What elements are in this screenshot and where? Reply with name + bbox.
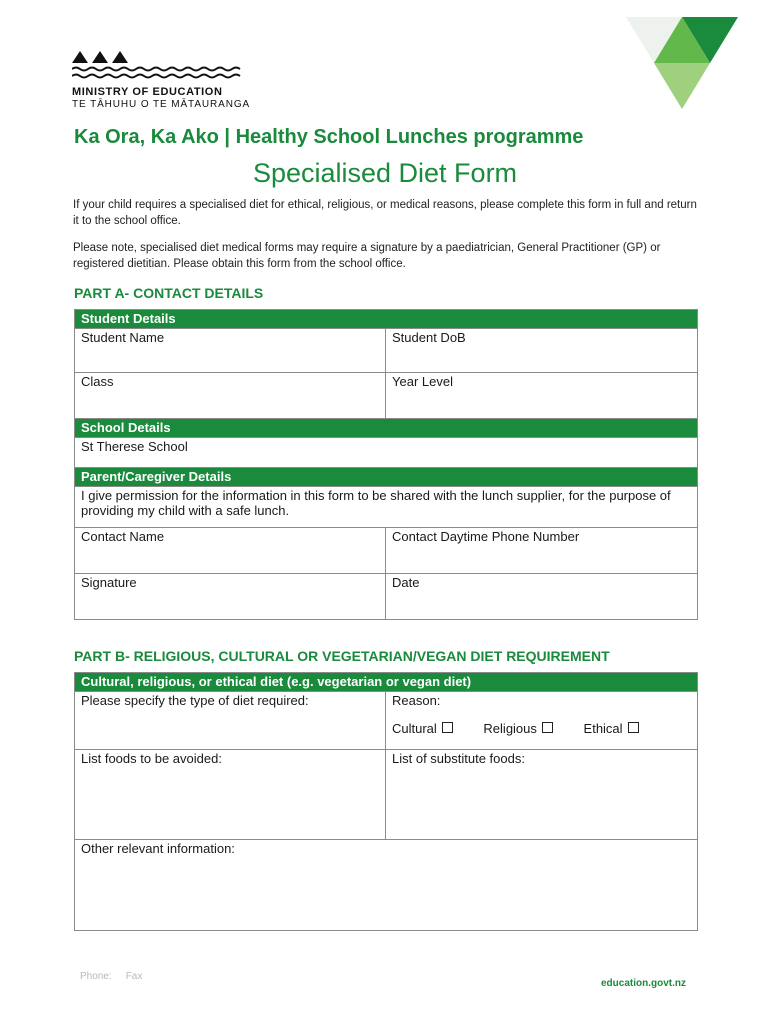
substitute-foods-field[interactable]: List of substitute foods: — [386, 750, 698, 840]
footer-website-link[interactable]: education.govt.nz — [601, 978, 686, 989]
class-field[interactable]: Class — [75, 373, 386, 419]
contact-phone-field[interactable]: Contact Daytime Phone Number — [386, 528, 698, 574]
part-b-heading: PART B- RELIGIOUS, CULTURAL OR VEGETARIAN/VEGAN DIET REQUIREMENT — [74, 648, 610, 664]
reason-label: Reason: — [392, 693, 441, 708]
footer-fax-label: Fax — [125, 971, 143, 982]
cultural-option[interactable] — [392, 721, 453, 736]
footer-phone-label: Phone: — [80, 971, 112, 982]
parent-caregiver-header: Parent/Caregiver Details — [75, 468, 698, 487]
cultural-checkbox[interactable] — [442, 722, 453, 733]
ministry-logo — [72, 48, 252, 110]
religious-label: Religious — [483, 721, 537, 736]
diet-requirement-table — [74, 672, 698, 931]
footer-contact — [80, 971, 156, 982]
logo-text-english: MINISTRY OF EDUCATION — [72, 86, 223, 98]
contact-details-table — [74, 309, 698, 620]
date-field[interactable]: Date — [386, 574, 698, 620]
intro-paragraph: If your child requires a specialised diet for ethical, religious, or medical reasons, please complete this form in full and return it to the school office. — [73, 199, 697, 227]
note-paragraph: Please note, specialised diet medical forms may require a signature by a paediatrician, General Practitioner (GP) or registered dietitian. Please obtain this form from the school office. — [73, 242, 661, 270]
school-name-field[interactable]: St Therese School — [75, 438, 698, 468]
part-a-heading: PART A- CONTACT DETAILS — [74, 285, 264, 301]
logo-mountains-waves-icon — [72, 48, 242, 82]
diet-requirement-header: Cultural, religious, or ethical diet (e.g. vegetarian or vegan diet) — [75, 673, 698, 692]
reason-options — [392, 721, 691, 736]
cultural-label: Cultural — [392, 721, 437, 736]
reason-cell — [386, 692, 698, 750]
year-level-field[interactable]: Year Level — [386, 373, 698, 419]
signature-field[interactable]: Signature — [75, 574, 386, 620]
student-details-header: Student Details — [75, 310, 698, 329]
religious-checkbox[interactable] — [542, 722, 553, 733]
other-information-field[interactable]: Other relevant information: — [75, 840, 698, 931]
ethical-option[interactable] — [584, 721, 639, 736]
logo-text-maori: TE TĀHUHU O TE MĀTAURANGA — [72, 99, 251, 110]
religious-option[interactable] — [483, 721, 552, 736]
form-title: Specialised Diet Form — [252, 158, 518, 188]
programme-title: Ka Ora, Ka Ako | Healthy School Lunches programme — [74, 126, 584, 148]
ethical-label: Ethical — [583, 721, 623, 736]
foods-to-avoid-field[interactable]: List foods to be avoided: — [75, 750, 386, 840]
school-details-header: School Details — [75, 419, 698, 438]
ethical-checkbox[interactable] — [628, 722, 639, 733]
student-name-field[interactable]: Student Name — [75, 329, 386, 373]
contact-name-field[interactable]: Contact Name — [75, 528, 386, 574]
diet-type-field[interactable]: Please specify the type of diet required: — [75, 692, 386, 750]
permission-statement: I give permission for the information in this form to be shared with the lunch supplier, for the purpose of providing my child with a safe lunch. — [75, 487, 698, 528]
student-dob-field[interactable]: Student DoB — [386, 329, 698, 373]
corner-triangles-graphic — [626, 17, 738, 109]
